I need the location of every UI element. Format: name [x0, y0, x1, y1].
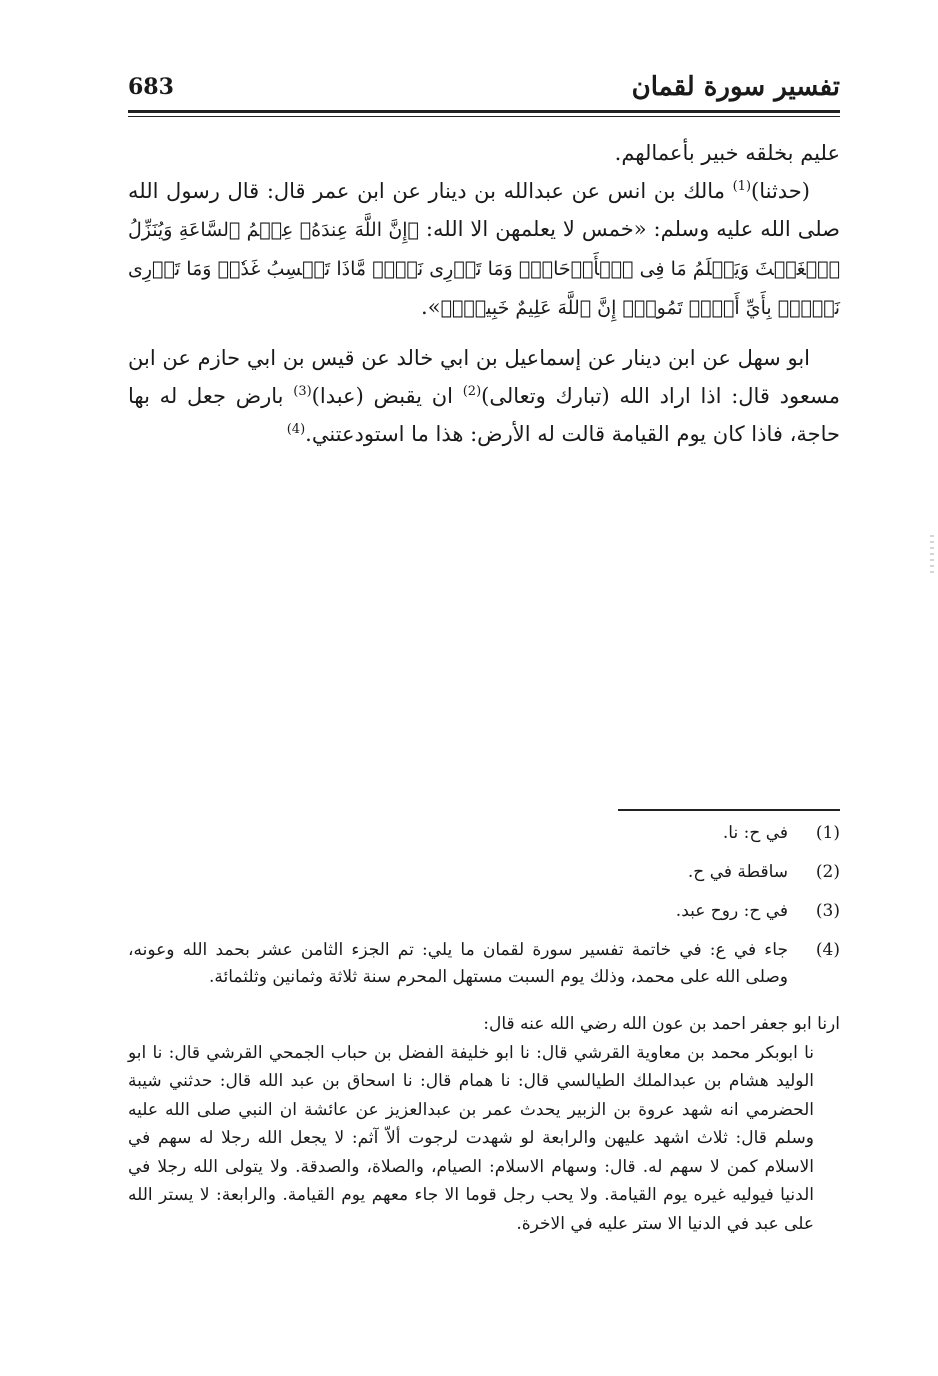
running-header [128, 70, 840, 110]
main-text [128, 134, 840, 453]
footnote-text: في ح: نا. [722, 823, 788, 843]
header-rule-thick [128, 110, 840, 113]
footnote-number: (2) [815, 862, 840, 882]
footnote-ref-3: (3) [293, 384, 312, 399]
appendix-hadith [128, 1010, 840, 1238]
footnote-number: (4) [815, 940, 840, 960]
footnote-text: ساقطة في ح. [687, 862, 788, 882]
footnote-1 [128, 820, 840, 847]
header-rule-thin [128, 116, 840, 117]
paragraph-3-part-a: ابو سهل عن ابن دينار عن إسماعيل بن ابي خالد عن قيس بن ابي حازم عن ابن مسعود قال: اذا اراد الله (تبارك وتعالى) [128, 346, 840, 408]
footnote-4 [128, 937, 840, 991]
paragraph-1-text: عليم بخلقه خبير بأعمالهم. [614, 141, 840, 165]
footnotes [128, 820, 840, 1003]
scan-speckle [930, 535, 934, 575]
footnote-2 [128, 859, 840, 886]
paragraph-3 [128, 339, 840, 453]
footnote-ref-1: (1) [732, 179, 752, 194]
paragraph-2-close: ». [421, 295, 441, 319]
footnote-ref-2: (2) [462, 384, 482, 399]
footnote-number: (1) [815, 823, 840, 843]
appendix-text: نا ابوبكر محمد بن معاوية القرشي قال: نا ابو خليفة الفضل بن حباب الجمحي القرشي قال: نا ابو الوليد هشام بن عبدالملك الطيالسي قال: نا همام قال: نا اسحاق بن عبد الله قال: حدثني شيبة الحضرمي انه شهد عروة بن الزبير يحدث عمر بن عبدالعزيز عن عائشة ان النبي صلى الله عليه وسلم قال: ثلاث اشهد عليهن والرابعة لو شهدت لرجوت ألاّ آثم: لا يجعل الله رجلا له سهم في الاسلام كمن لا سهم له. قال: وسهام الاسلام: الصيام، والصلاة، والصدقة. ولا يتولى الله رجلا في الدنيا فيوليه غيره يوم القيامة. ولا يحب رجل قوما الا جاء معهم يوم القيامة. والرابعة: لا يستر الله على عبد في الدنيا الا ستر عليه في الاخرة. [128, 1042, 814, 1234]
running-title: تفسير سورة لقمان [631, 72, 840, 102]
footnote-ref-4: (4) [286, 422, 306, 437]
paragraph-2-text: مالك بن انس عن عبدالله بن دينار عن ابن عمر قال: قال رسول الله صلى الله عليه وسلم: «خمس لا يعلمهن الا الله: [128, 179, 841, 241]
footnote-3 [128, 898, 840, 925]
footnote-separator [618, 809, 840, 811]
paragraph-2-open: (حدثنا) [751, 179, 810, 203]
page-number: 683 [128, 74, 174, 100]
paragraph-1 [128, 134, 840, 172]
footnote-text: جاء في ع: في خاتمة تفسير سورة لقمان ما يلي: تم الجزء الثامن عشر بحمد الله وعونه، وصلى الله على محمد، وذلك يوم السبت مستهل المحرم سنة ثلاثة وثمانين وثلثمائة. [128, 940, 788, 987]
footnote-text: في ح: روح عبد. [675, 901, 788, 921]
paragraph-3-part-b: ان يقبض (عبدا) [311, 384, 463, 408]
quran-verse: ﴿إِنَّ اللَّهَ عِندَهُۥ عِلۡمُ ٱلسَّاعَةِ وَيُنَزِّلُ ٱلۡغَيۡثَ وَيَعۡلَمُ مَا فِى ٱلۡأَرۡحَامِۖ وَمَا تَدۡرِى نَفۡسٞ مَّاذَا تَكۡسِبُ غَدٗاۖ وَمَا تَدۡرِى نَفۡسُۢ بِأَيِّ أَرۡضٖ تَمُوتُۚ إِنَّ ٱللَّهَ عَلِيمٌ خَبِيرُۢ﴾ [128, 219, 840, 319]
footnote-number: (3) [815, 901, 840, 921]
appendix-heading: ارنا ابو جعفر احمد بن عون الله رضي الله عنه قال: [483, 1014, 840, 1034]
paragraph-2 [128, 172, 840, 327]
paragraph-3-part-c: بارض جعل له بها حاجة، فاذا كان يوم القيامة قالت له الأرض: هذا ما استودعتني. [128, 384, 840, 446]
